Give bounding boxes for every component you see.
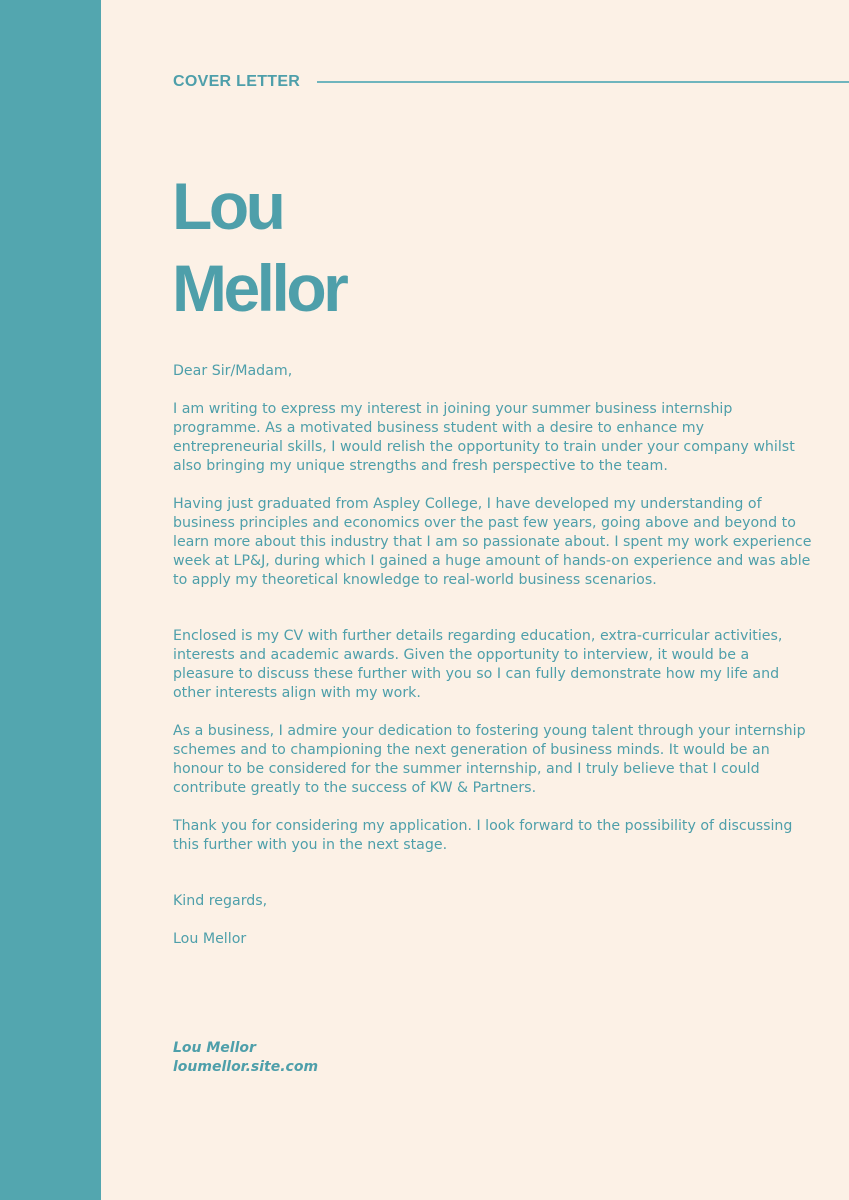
letter-paragraph-5: Thank you for considering my application. I look forward to the possibility of discussing this further with you in the next stage.	[173, 818, 793, 853]
letter-paragraph-1: I am writing to express my interest in joining your summer business internship programme. As a motivated business student with a desire to enhance my entrepreneurial skills, I would relish the opportunity to train under your company whilst also bringing my unique strengths and fresh perspective to the team.	[173, 401, 795, 474]
footer-website-link[interactable]: loumellor.site.com	[173, 1059, 319, 1075]
footer-name: Lou Mellor	[173, 1040, 256, 1056]
letter-paragraph-3: Enclosed is my CV with further details regarding education, extra-curricular activities, interests and academic awards. Given the opportunity to interview, it would be a pleasure to discuss these further with you so I can fully demonstrate how my life and other interests align with my work.	[173, 628, 783, 701]
document-type-label: COVER LETTER	[173, 73, 301, 90]
letter-closing: Kind regards,	[173, 893, 268, 909]
letter-paragraph-4: As a business, I admire your dedication to fostering young talent through your internship schemes and to championing the next generation of business minds. It would be an honour to be considered for the summer internship, and I truly believe that I could contribute greatly to the success of KW & Partners.	[173, 723, 806, 796]
applicant-first-name: Lou	[172, 169, 283, 243]
letter-signature-name: Lou Mellor	[173, 931, 247, 947]
sidebar-band	[0, 0, 101, 1200]
letter-paragraph-2: Having just graduated from Aspley College, I have developed my understanding of business principles and economics over the past few years, going above and beyond to learn more about this industry that I am so passionate about. I spent my work experience week at LP&J, during which I gained a huge amount of hands-on experience and was able to apply my theoretical knowledge to real-world business scenarios.	[173, 496, 812, 588]
applicant-last-name: Mellor	[172, 251, 346, 325]
header-divider	[317, 81, 849, 83]
letter-salutation: Dear Sir/Madam,	[173, 363, 293, 379]
